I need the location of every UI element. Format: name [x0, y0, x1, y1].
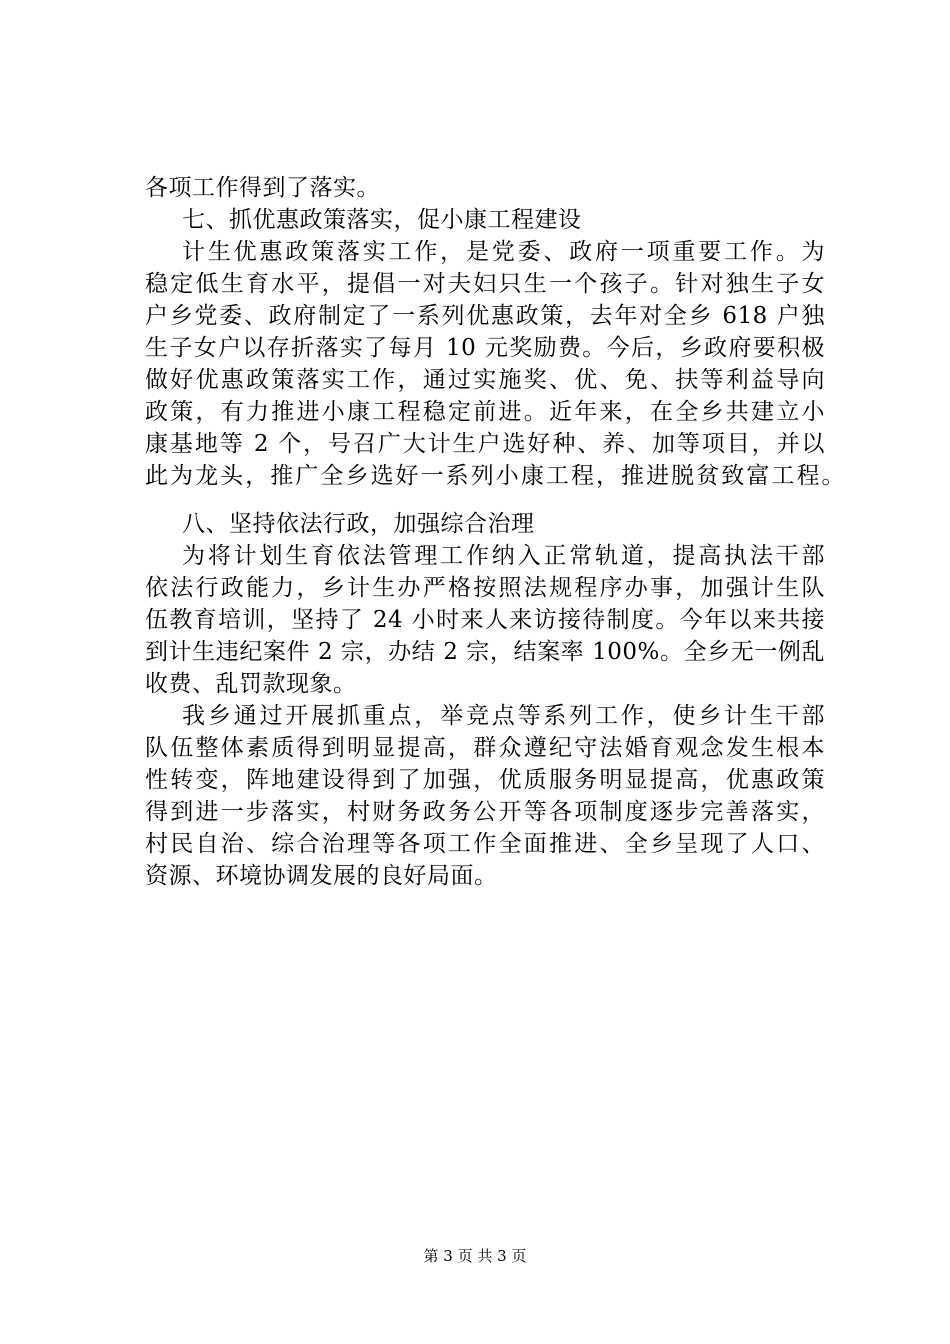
paragraph-line: 生子女户以存折落实了每月 10 元奖励费。今后，乡政府要积极 [145, 335, 825, 361]
paragraph-line: 户乡党委、政府制定了一系列优惠政策，去年对全乡 618 户独 [145, 303, 825, 329]
paragraph-line: 得到进一步落实，村财务政务公开等各项制度逐步完善落实， [145, 799, 825, 825]
page-footer: 第 3 页 共 3 页 [423, 1247, 527, 1265]
paragraph-line: 资源、环境协调发展的良好局面。 [145, 863, 498, 889]
paragraph-line: 收费、乱罚款现象。 [145, 671, 357, 697]
paragraph-line: 政策，有力推进小康工程稳定前进。近年来，在全乡共建立小 [145, 399, 825, 425]
paragraph-line: 伍教育培训，坚持了 24 小时来人来访接待制度。今年以来共接 [145, 607, 825, 633]
paragraph-line: 稳定低生育水平，提倡一对夫妇只生一个孩子。针对独生子女 [145, 271, 825, 297]
paragraph-line: 此为龙头，推广全乡选好一系列小康工程，推进脱贫致富工程。 [145, 463, 845, 489]
section-heading-7: 七、抓优惠政策落实，促小康工程建设 [182, 207, 582, 233]
paragraph-line: 村民自治、综合治理等各项工作全面推进、全乡呈现了人口、 [145, 831, 825, 857]
section-heading-8: 八、坚持依法行政，加强综合治理 [182, 511, 535, 537]
paragraph-line: 我乡通过开展抓重点，举竞点等系列工作，使乡计生干部 [182, 703, 825, 729]
paragraph-line: 依法行政能力，乡计生办严格按照法规程序办事，加强计生队 [145, 575, 825, 601]
paragraph-line: 性转变，阵地建设得到了加强，优质服务明显提高，优惠政策 [145, 767, 825, 793]
paragraph-line: 康基地等 2 个，号召广大计生户选好种、养、加等项目，并以 [145, 431, 825, 457]
paragraph-line: 队伍整体素质得到明显提高，群众遵纪守法婚育观念发生根本 [145, 735, 825, 761]
paragraph-line: 计生优惠政策落实工作，是党委、政府一项重要工作。为 [182, 239, 825, 265]
paragraph-line: 到计生违纪案件 2 宗，办结 2 宗，结案率 100%。全乡无一例乱 [145, 639, 825, 665]
paragraph-line: 各项工作得到了落实。 [145, 175, 380, 201]
paragraph-line: 为将计划生育依法管理工作纳入正常轨道，提高执法干部 [182, 543, 825, 569]
paragraph-line: 做好优惠政策落实工作，通过实施奖、优、免、扶等利益导向 [145, 367, 825, 393]
